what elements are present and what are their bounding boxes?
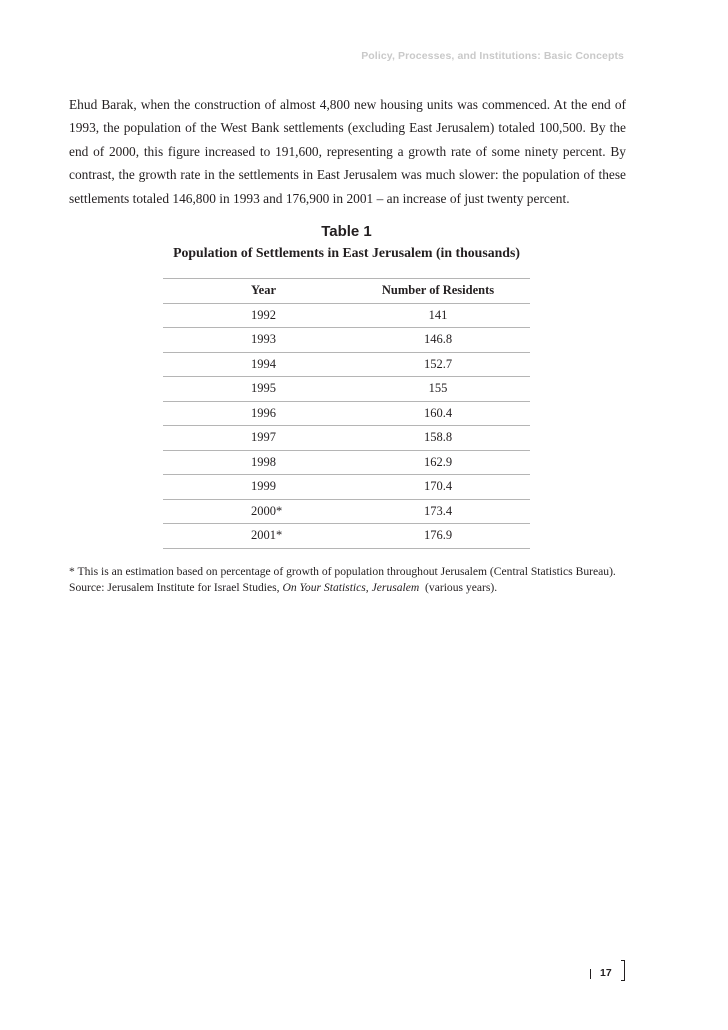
year-cell: 1999 — [251, 475, 346, 500]
year-cell: 1998 — [251, 450, 346, 475]
header-spacer — [163, 279, 251, 304]
running-header: Policy, Processes, and Institutions: Basic Concepts — [361, 50, 624, 62]
table-row — [163, 377, 530, 402]
table-row — [163, 401, 530, 426]
row-spacer — [163, 401, 251, 426]
residents-cell: 152.7 — [346, 352, 530, 377]
table-header-row — [163, 279, 530, 304]
page-number-divider — [590, 969, 591, 979]
table-row — [163, 352, 530, 377]
table-title: Population of Settlements in East Jerusalem (in thousands) — [173, 245, 520, 260]
row-spacer — [163, 475, 251, 500]
year-cell: 1992 — [251, 303, 346, 328]
residents-cell: 176.9 — [346, 524, 530, 549]
table-row — [163, 475, 530, 500]
residents-cell: 160.4 — [346, 401, 530, 426]
residents-cell: 170.4 — [346, 475, 530, 500]
header-residents: Number of Residents — [346, 279, 530, 304]
table-row — [163, 524, 530, 549]
residents-cell: 173.4 — [346, 499, 530, 524]
source-suffix: (various years). — [419, 580, 498, 594]
source-line — [69, 580, 629, 596]
year-cell: 1995 — [251, 377, 346, 402]
row-spacer — [163, 352, 251, 377]
footnote — [69, 564, 629, 595]
page-number-box — [588, 966, 626, 982]
row-spacer — [163, 450, 251, 475]
year-cell: 1993 — [251, 328, 346, 353]
row-spacer — [163, 524, 251, 549]
residents-cell: 155 — [346, 377, 530, 402]
year-cell: 1997 — [251, 426, 346, 451]
table-row — [163, 303, 530, 328]
body-paragraph: Ehud Barak, when the construction of almost 4,800 new housing units was commenced. At the end of 1993, the population of the West Bank settlements (excluding East Jerusalem) totaled 100,500. By the end of 2000, this figure increased to 191,600, representing a growth rate of some ninety percent. By contrast, the growth rate in the settlements in East Jerusalem was much slower: the population of these settlements totaled 146,800 in 1993 and 176,900 in 2001 – an increase of just twenty percent. — [69, 97, 626, 206]
source-prefix: Source: Jerusalem Institute for Israel Studies, — [69, 580, 283, 594]
table-row — [163, 450, 530, 475]
page-number-bracket — [621, 960, 625, 981]
table-number: Table 1 — [321, 223, 372, 240]
residents-cell: 146.8 — [346, 328, 530, 353]
year-cell: 2000* — [251, 499, 346, 524]
header-year: Year — [251, 279, 346, 304]
row-spacer — [163, 303, 251, 328]
year-cell: 1996 — [251, 401, 346, 426]
row-spacer — [163, 499, 251, 524]
table-row — [163, 426, 530, 451]
table-caption — [0, 222, 693, 263]
row-spacer — [163, 328, 251, 353]
row-spacer — [163, 426, 251, 451]
table-row — [163, 328, 530, 353]
population-table — [163, 278, 530, 549]
row-spacer — [163, 377, 251, 402]
source-title: On Your Statistics, Jerusalem — [282, 580, 420, 594]
asterisk-note: * This is an estimation based on percentage of growth of population throughout Jerusalem (Central Statistics Bureau). — [69, 565, 616, 578]
year-cell: 1994 — [251, 352, 346, 377]
page-number: 17 — [600, 967, 612, 979]
residents-cell: 162.9 — [346, 450, 530, 475]
residents-cell: 141 — [346, 303, 530, 328]
year-cell: 2001* — [251, 524, 346, 549]
residents-cell: 158.8 — [346, 426, 530, 451]
table-row — [163, 499, 530, 524]
